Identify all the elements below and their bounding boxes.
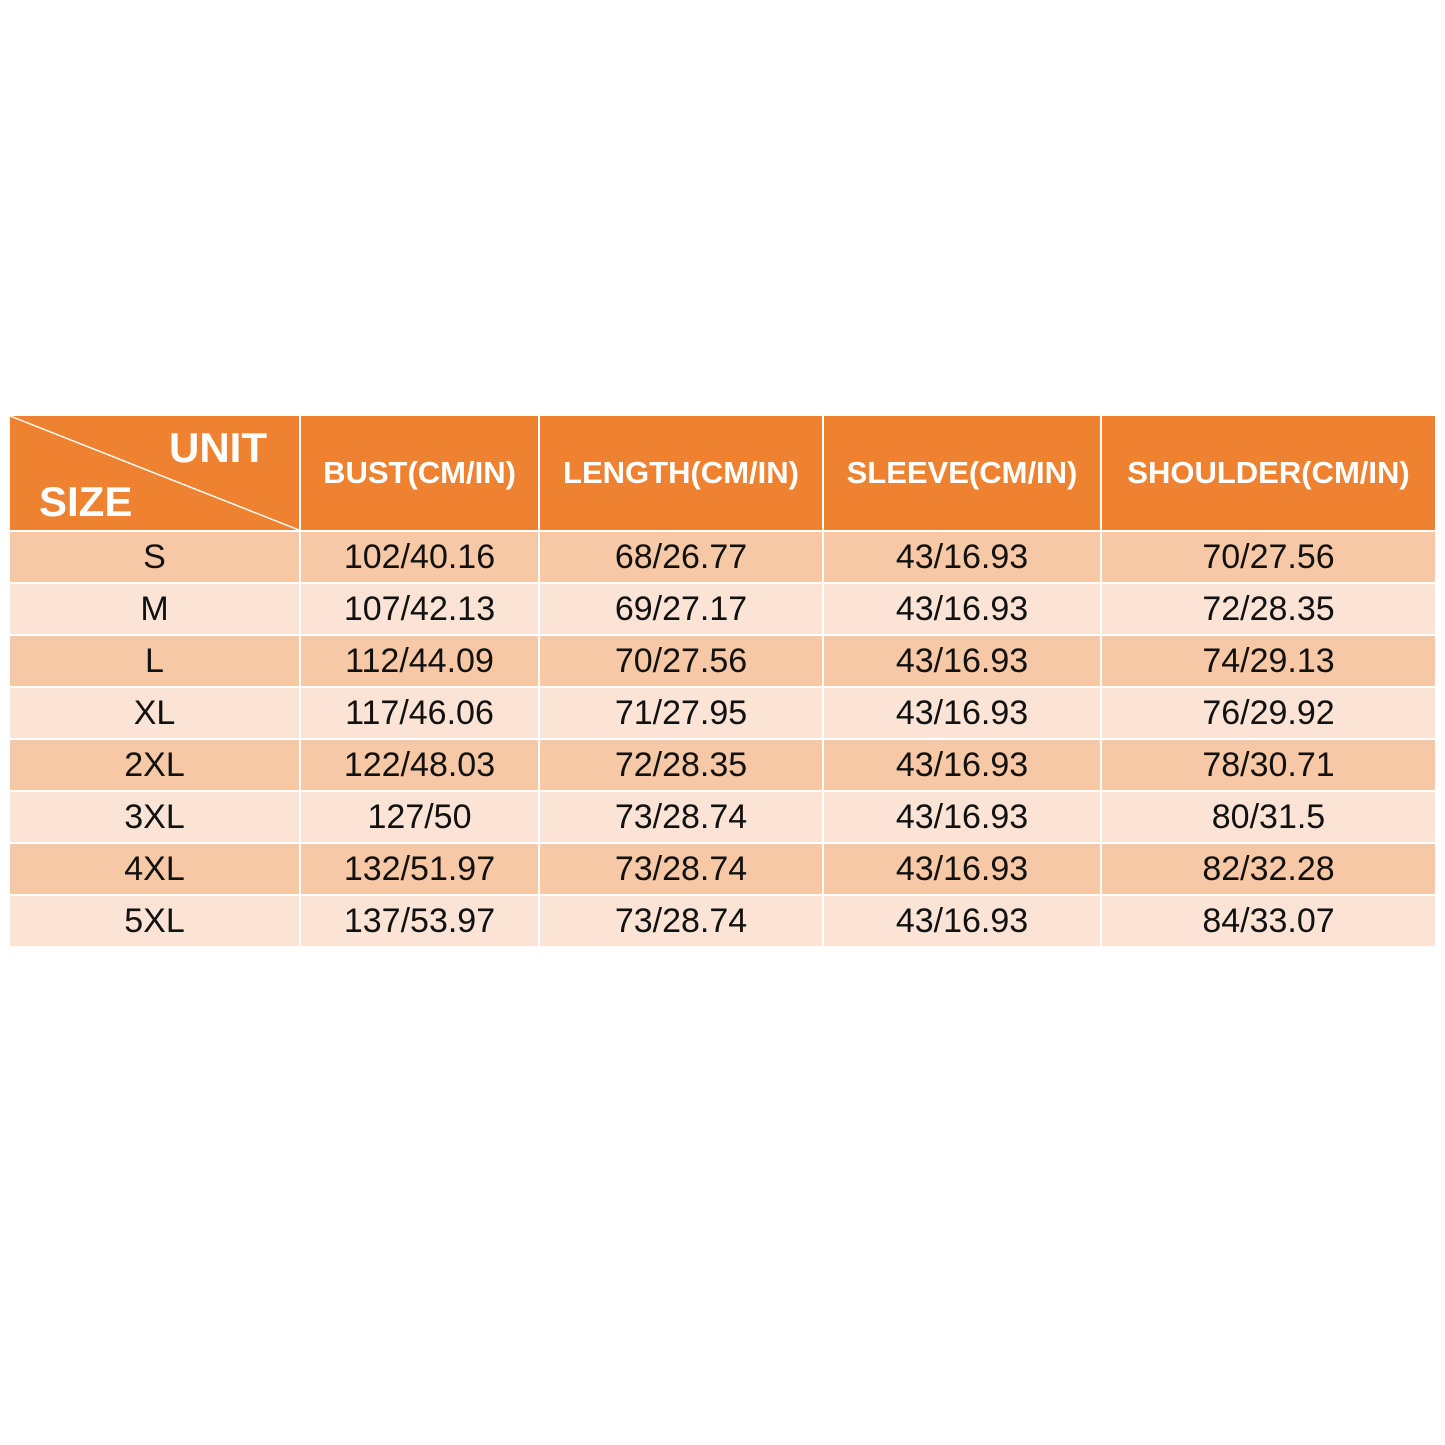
size-cell: L <box>10 635 300 687</box>
table-header <box>10 416 1435 531</box>
bust-cell: 137/53.97 <box>300 895 539 947</box>
size-cell: S <box>10 531 300 583</box>
bust-cell: 132/51.97 <box>300 843 539 895</box>
table-row <box>10 531 1435 583</box>
size-cell: 3XL <box>10 791 300 843</box>
size-cell: 2XL <box>10 739 300 791</box>
shoulder-cell: 82/32.28 <box>1101 843 1435 895</box>
size-cell: M <box>10 583 300 635</box>
size-chart-table <box>10 416 1435 948</box>
sleeve-cell: 43/16.93 <box>823 791 1101 843</box>
length-cell: 72/28.35 <box>539 739 823 791</box>
size-cell: 5XL <box>10 895 300 947</box>
shoulder-cell: 72/28.35 <box>1101 583 1435 635</box>
table-row <box>10 739 1435 791</box>
header-sleeve: SLEEVE(CM/IN) <box>823 416 1101 531</box>
bust-cell: 127/50 <box>300 791 539 843</box>
bust-cell: 122/48.03 <box>300 739 539 791</box>
table-row <box>10 687 1435 739</box>
length-cell: 70/27.56 <box>539 635 823 687</box>
shoulder-cell: 76/29.92 <box>1101 687 1435 739</box>
table-row <box>10 583 1435 635</box>
size-cell: XL <box>10 687 300 739</box>
sleeve-cell: 43/16.93 <box>823 687 1101 739</box>
sleeve-cell: 43/16.93 <box>823 895 1101 947</box>
shoulder-cell: 70/27.56 <box>1101 531 1435 583</box>
corner-unit-label: UNIT <box>169 424 267 471</box>
sleeve-cell: 43/16.93 <box>823 843 1101 895</box>
length-cell: 69/27.17 <box>539 583 823 635</box>
sleeve-cell: 43/16.93 <box>823 739 1101 791</box>
bust-cell: 107/42.13 <box>300 583 539 635</box>
header-row <box>10 416 1435 531</box>
length-cell: 71/27.95 <box>539 687 823 739</box>
header-length: LENGTH(CM/IN) <box>539 416 823 531</box>
table-row <box>10 791 1435 843</box>
bust-cell: 117/46.06 <box>300 687 539 739</box>
length-cell: 73/28.74 <box>539 843 823 895</box>
shoulder-cell: 74/29.13 <box>1101 635 1435 687</box>
length-cell: 73/28.74 <box>539 791 823 843</box>
sleeve-cell: 43/16.93 <box>823 635 1101 687</box>
shoulder-cell: 78/30.71 <box>1101 739 1435 791</box>
table-row <box>10 635 1435 687</box>
bust-cell: 112/44.09 <box>300 635 539 687</box>
length-cell: 73/28.74 <box>539 895 823 947</box>
length-cell: 68/26.77 <box>539 531 823 583</box>
sleeve-cell: 43/16.93 <box>823 531 1101 583</box>
header-bust: BUST(CM/IN) <box>300 416 539 531</box>
header-shoulder: SHOULDER(CM/IN) <box>1101 416 1435 531</box>
table-body <box>10 531 1435 947</box>
bust-cell: 102/40.16 <box>300 531 539 583</box>
shoulder-cell: 84/33.07 <box>1101 895 1435 947</box>
size-cell: 4XL <box>10 843 300 895</box>
corner-header-cell <box>10 416 300 531</box>
table-row <box>10 895 1435 947</box>
table-row <box>10 843 1435 895</box>
corner-size-label: SIZE <box>39 478 133 525</box>
sleeve-cell: 43/16.93 <box>823 583 1101 635</box>
shoulder-cell: 80/31.5 <box>1101 791 1435 843</box>
